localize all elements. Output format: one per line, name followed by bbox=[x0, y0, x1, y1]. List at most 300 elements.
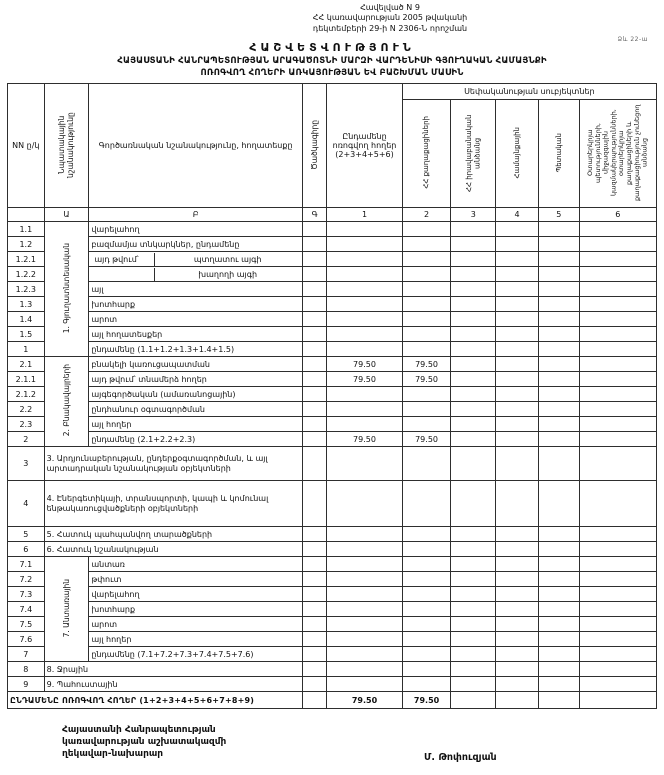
value-cell-total bbox=[327, 587, 402, 602]
value-cell-code bbox=[302, 387, 326, 402]
letter-cell-1: 1 bbox=[327, 208, 402, 222]
value-cell-code bbox=[302, 617, 326, 632]
value-cell-state bbox=[538, 447, 579, 481]
row-label-cell: այլ հողեր bbox=[89, 632, 303, 647]
table-row bbox=[8, 402, 657, 417]
grand-total-legal-cell bbox=[451, 692, 496, 709]
value-cell-citizens bbox=[402, 267, 451, 282]
row-number-cell: 2.2 bbox=[8, 402, 45, 417]
value-cell-code bbox=[302, 432, 326, 447]
row-number-cell: 2.1.2 bbox=[8, 387, 45, 402]
value-cell-state bbox=[538, 387, 579, 402]
value-cell-community bbox=[496, 312, 539, 327]
value-cell-state bbox=[538, 417, 579, 432]
row-number-cell: 1.4 bbox=[8, 312, 45, 327]
value-cell-citizens bbox=[402, 387, 451, 402]
row-number-cell: 1 bbox=[8, 342, 45, 357]
row-label-cell: բնակելի կառուցապատման bbox=[89, 357, 303, 372]
table-row bbox=[8, 572, 657, 587]
value-cell-legal bbox=[451, 267, 496, 282]
table-row bbox=[8, 542, 657, 557]
section-label-cell bbox=[44, 557, 89, 662]
row-label: պտղատու այգի bbox=[193, 254, 262, 264]
value-cell-citizens bbox=[402, 677, 451, 692]
value-cell-community bbox=[496, 572, 539, 587]
value-cell-total bbox=[327, 677, 402, 692]
row-number-cell: 1.3 bbox=[8, 297, 45, 312]
table-row bbox=[8, 267, 657, 282]
value-cell-total bbox=[327, 417, 402, 432]
row-number-cell: 7.3 bbox=[8, 587, 45, 602]
value-cell-foreign bbox=[579, 557, 656, 572]
section-label: 2. Բնակավայրերի bbox=[61, 364, 71, 437]
header-owner-state-cell bbox=[538, 100, 579, 208]
value-cell-foreign bbox=[579, 662, 656, 677]
row-label-cell: այլ bbox=[89, 282, 303, 297]
value-cell-citizens bbox=[402, 222, 451, 237]
value-cell-state bbox=[538, 632, 579, 647]
table-row bbox=[8, 357, 657, 372]
value-cell-community bbox=[496, 632, 539, 647]
row-number-cell: 2 bbox=[8, 432, 45, 447]
value-cell-community bbox=[496, 542, 539, 557]
row-label-cell: 8. Ջրային bbox=[44, 662, 302, 677]
signatory-office-line3: ղեկավար-նախարար bbox=[62, 749, 164, 760]
value-cell-legal bbox=[451, 527, 496, 542]
row-number-cell: 8 bbox=[8, 662, 45, 677]
value-cell-code bbox=[302, 572, 326, 587]
section-label: 1. Գյուղատնտեսական bbox=[61, 242, 71, 334]
value-cell-citizens bbox=[402, 342, 451, 357]
header-owner-citizens-cell bbox=[402, 100, 451, 208]
value-cell-foreign bbox=[579, 617, 656, 632]
row-number-cell: 1.2.1 bbox=[8, 252, 45, 267]
section-label-cell bbox=[44, 222, 89, 357]
value-cell-state bbox=[538, 602, 579, 617]
value-cell-legal bbox=[451, 372, 496, 387]
value-cell-total bbox=[327, 297, 402, 312]
value-cell-code bbox=[302, 602, 326, 617]
row-label-cell: խոտհարք bbox=[89, 602, 303, 617]
row-number-cell: 7.5 bbox=[8, 617, 45, 632]
value-cell-state bbox=[538, 587, 579, 602]
row-label-cell: ընդամենը (2.1+2.2+2.3) bbox=[89, 432, 303, 447]
value-cell-code bbox=[302, 237, 326, 252]
value-cell-code bbox=[302, 267, 326, 282]
value-cell-state bbox=[538, 677, 579, 692]
value-cell-code bbox=[302, 357, 326, 372]
row-label-cell: ընդամենը (7.1+7.2+7.3+7.4+7.5+7.6) bbox=[89, 647, 303, 662]
row-label-cell: վարելահող bbox=[89, 587, 303, 602]
letter-cell-a: Ա bbox=[44, 208, 89, 222]
table-row bbox=[8, 617, 657, 632]
value-cell-state bbox=[538, 267, 579, 282]
header-functional-cell: Գործառնական նշանակությունը, հողատեսքը bbox=[89, 84, 303, 208]
row-label-cell: 5. Հատուկ պահպանվող տարածքների bbox=[44, 527, 302, 542]
row-label-cell: այլ հողեր bbox=[89, 417, 303, 432]
header-nn-cell: NN ը/կ bbox=[8, 84, 45, 208]
value-cell-foreign bbox=[579, 417, 656, 432]
value-cell-code bbox=[302, 677, 326, 692]
row-label-prefix bbox=[91, 268, 155, 281]
value-cell-state bbox=[538, 372, 579, 387]
value-cell-foreign bbox=[579, 237, 656, 252]
value-cell-state bbox=[538, 527, 579, 542]
row-label: խաղողի այգի bbox=[198, 269, 258, 279]
signatory-office-line1: Հայաստանի Հանրապետության bbox=[62, 725, 216, 735]
value-cell-foreign bbox=[579, 252, 656, 267]
row-label-cell: այգեգործական (ամառանոցային) bbox=[89, 387, 303, 402]
value-cell-foreign bbox=[579, 222, 656, 237]
report-title-line2: ՈՌՈԳՎՈՂ ՀՈՂԵՐԻ ԱՌԿԱՅՈՒԹՅԱՆ ԵՎ ԲԱՇԽՄԱՆ ՄԱՍԻՆ bbox=[200, 68, 464, 79]
value-cell-state bbox=[538, 282, 579, 297]
grand-total-code-cell bbox=[302, 692, 326, 709]
value-cell-foreign bbox=[579, 527, 656, 542]
table-row bbox=[8, 327, 657, 342]
value-cell-legal bbox=[451, 342, 496, 357]
value-cell-state bbox=[538, 327, 579, 342]
table-row bbox=[8, 557, 657, 572]
value-cell-citizens bbox=[402, 327, 451, 342]
value-cell-community bbox=[496, 527, 539, 542]
value-cell-legal bbox=[451, 617, 496, 632]
header-code-label: Ծածկագիրը bbox=[310, 119, 320, 170]
value-cell-community bbox=[496, 327, 539, 342]
grand-total-citizens-cell: 79.50 bbox=[402, 692, 451, 709]
value-cell-state bbox=[538, 252, 579, 267]
value-cell-total bbox=[327, 542, 402, 557]
grand-total-label-cell: ԸՆԴԱՄԵՆԸ ՈՌՈԳՎՈՂ ՀՈՂԵՐ (1+2+3+4+5+6+7+8+9) bbox=[8, 692, 303, 709]
header-owner-legal-entities-cell bbox=[451, 100, 496, 208]
value-cell-legal bbox=[451, 222, 496, 237]
section-label-cell bbox=[44, 357, 89, 447]
value-cell-citizens bbox=[402, 312, 451, 327]
value-cell-citizens bbox=[402, 481, 451, 527]
value-cell-foreign bbox=[579, 402, 656, 417]
row-number-cell: 7.6 bbox=[8, 632, 45, 647]
value-cell-legal bbox=[451, 572, 496, 587]
value-cell-total bbox=[327, 387, 402, 402]
row-number-cell: 9 bbox=[8, 677, 45, 692]
value-cell-code bbox=[302, 222, 326, 237]
value-cell-total bbox=[327, 402, 402, 417]
value-cell-state bbox=[538, 542, 579, 557]
value-cell-citizens bbox=[402, 252, 451, 267]
value-cell-community bbox=[496, 297, 539, 312]
value-cell-state bbox=[538, 432, 579, 447]
value-cell-foreign bbox=[579, 632, 656, 647]
row-number-cell: 7 bbox=[8, 647, 45, 662]
value-cell-total: 79.50 bbox=[327, 372, 402, 387]
value-cell-community bbox=[496, 372, 539, 387]
value-cell-total bbox=[327, 527, 402, 542]
table-row bbox=[8, 342, 657, 357]
value-cell-community bbox=[496, 417, 539, 432]
value-cell-state bbox=[538, 312, 579, 327]
value-cell-code bbox=[302, 312, 326, 327]
grand-total-community-cell bbox=[496, 692, 539, 709]
table-row bbox=[8, 587, 657, 602]
value-cell-citizens bbox=[402, 602, 451, 617]
value-cell-code bbox=[302, 587, 326, 602]
row-label-cell: 4. Էներգետիկայի, տրանսպորտի, կապի և կոմունալ ենթակառուցվածքների օբյեկտների bbox=[44, 481, 302, 527]
value-cell-foreign bbox=[579, 297, 656, 312]
value-cell-community bbox=[496, 662, 539, 677]
row-label-cell: 9. Պահուստային bbox=[44, 677, 302, 692]
table-row bbox=[8, 647, 657, 662]
appendix-title: Հավելված N 9 bbox=[360, 3, 420, 12]
value-cell-community bbox=[496, 647, 539, 662]
value-cell-total bbox=[327, 632, 402, 647]
row-number-cell: 2.3 bbox=[8, 417, 45, 432]
value-cell-total bbox=[327, 327, 402, 342]
header-owner-community-label: Համայնքային bbox=[512, 126, 521, 179]
value-cell-community bbox=[496, 252, 539, 267]
header-purpose-cell bbox=[44, 84, 89, 208]
row-number-cell: 1.5 bbox=[8, 327, 45, 342]
value-cell-total: 79.50 bbox=[327, 357, 402, 372]
value-cell-legal bbox=[451, 432, 496, 447]
value-cell-legal bbox=[451, 417, 496, 432]
form-number: Ձև 22-ա bbox=[617, 36, 648, 43]
value-cell-code bbox=[302, 481, 326, 527]
table-row bbox=[8, 432, 657, 447]
header-owner-foreign-label: Օտարերկրյա պետությունների, միջազգային կազմակերպությունների, օտարերկրյա քաղաքացիների և քաղաքացիություն չունեցող անձանց bbox=[585, 104, 649, 201]
table-row bbox=[8, 481, 657, 527]
row-number-cell: 6 bbox=[8, 542, 45, 557]
header-owner-citizens-label: ՀՀ քաղաքացիների bbox=[422, 116, 431, 189]
row-number-cell: 1.2.2 bbox=[8, 267, 45, 282]
value-cell-total bbox=[327, 312, 402, 327]
signatory-office bbox=[62, 724, 226, 760]
split-label-wrap bbox=[91, 253, 300, 266]
row-label-cell: 3. Արդյունաբերության, ընդերքօգտագործման, և այլ արտադրական նշանակության օբյեկտների bbox=[44, 447, 302, 481]
irrigated-lands-table bbox=[7, 83, 657, 709]
row-number-cell: 7.1 bbox=[8, 557, 45, 572]
table-row bbox=[8, 222, 657, 237]
table-row bbox=[8, 252, 657, 267]
value-cell-citizens bbox=[402, 557, 451, 572]
value-cell-legal bbox=[451, 602, 496, 617]
value-cell-legal bbox=[451, 542, 496, 557]
value-cell-citizens bbox=[402, 542, 451, 557]
appendix-block bbox=[150, 3, 630, 34]
value-cell-total bbox=[327, 662, 402, 677]
signatory-name: Մ. Թոփուզյան bbox=[424, 752, 497, 763]
table-row bbox=[8, 372, 657, 387]
value-cell-foreign bbox=[579, 312, 656, 327]
row-number-cell: 7.2 bbox=[8, 572, 45, 587]
value-cell-citizens bbox=[402, 662, 451, 677]
letter-cell-g: Գ bbox=[302, 208, 326, 222]
letter-cell-2: 2 bbox=[402, 208, 451, 222]
row-label-cell: ընդհանուր օգտագործման bbox=[89, 402, 303, 417]
row-number-cell: 2.1.1 bbox=[8, 372, 45, 387]
value-cell-community bbox=[496, 432, 539, 447]
header-row-top bbox=[8, 84, 657, 100]
header-total-cell: Ընդամենը ոռոգվող հողեր (2+3+4+5+6) bbox=[327, 84, 402, 208]
value-cell-total bbox=[327, 647, 402, 662]
value-cell-citizens: 79.50 bbox=[402, 357, 451, 372]
row-label-cell bbox=[89, 252, 303, 267]
row-label-cell: 6. Հատուկ նշանակության bbox=[44, 542, 302, 557]
column-letters-row bbox=[8, 208, 657, 222]
value-cell-community bbox=[496, 357, 539, 372]
value-cell-citizens bbox=[402, 617, 451, 632]
value-cell-citizens: 79.50 bbox=[402, 432, 451, 447]
value-cell-code bbox=[302, 327, 326, 342]
row-label-cell: արոտ bbox=[89, 312, 303, 327]
value-cell-community bbox=[496, 237, 539, 252]
value-cell-code bbox=[302, 282, 326, 297]
value-cell-total bbox=[327, 617, 402, 632]
value-cell-foreign bbox=[579, 587, 656, 602]
value-cell-community bbox=[496, 402, 539, 417]
value-cell-citizens bbox=[402, 587, 451, 602]
value-cell-community bbox=[496, 557, 539, 572]
grand-total-total-cell: 79.50 bbox=[327, 692, 402, 709]
table-body bbox=[8, 222, 657, 692]
letter-cell-b: Բ bbox=[89, 208, 303, 222]
report-title-line1: ՀԱՅԱՍՏԱՆԻ ՀԱՆՐԱՊԵՏՈՒԹՅԱՆ ԱՐԱԳԱԾՈՏՆԻ ՄԱՐԶԻ ՎԱՐԴԵՆԻՍԻ ԳՅՈՒՂԱԿԱՆ ՀԱՄԱՅՆՔԻ bbox=[117, 56, 547, 67]
value-cell-community bbox=[496, 222, 539, 237]
row-label-cell: արոտ bbox=[89, 617, 303, 632]
value-cell-state bbox=[538, 342, 579, 357]
row-label-prefix: այդ թվում՝ bbox=[91, 253, 155, 266]
letter-cell-5: 5 bbox=[538, 208, 579, 222]
appendix-decree-line2: դեկտեմբերի 29-ի N 2306-Ն որոշման bbox=[312, 23, 468, 33]
value-cell-total bbox=[327, 267, 402, 282]
letter-cell-6: 6 bbox=[579, 208, 656, 222]
value-cell-foreign bbox=[579, 542, 656, 557]
table-row bbox=[8, 662, 657, 677]
value-cell-code bbox=[302, 632, 326, 647]
value-cell-community bbox=[496, 677, 539, 692]
grand-total-state-cell bbox=[538, 692, 579, 709]
value-cell-legal bbox=[451, 632, 496, 647]
table-row bbox=[8, 527, 657, 542]
value-cell-citizens bbox=[402, 447, 451, 481]
row-label-cell: այդ թվում՝ տնամերձ հողեր bbox=[89, 372, 303, 387]
value-cell-total: 79.50 bbox=[327, 432, 402, 447]
value-cell-foreign bbox=[579, 432, 656, 447]
value-cell-total bbox=[327, 282, 402, 297]
section-label: 7. Անտառային bbox=[61, 578, 71, 638]
table-row bbox=[8, 282, 657, 297]
row-number-cell: 4 bbox=[8, 481, 45, 527]
value-cell-citizens bbox=[402, 282, 451, 297]
row-label-cell bbox=[89, 267, 303, 282]
value-cell-citizens bbox=[402, 647, 451, 662]
value-cell-total bbox=[327, 557, 402, 572]
header-ownership-group-cell: Սեփականության սուբյեկտներ bbox=[402, 84, 656, 100]
value-cell-legal bbox=[451, 357, 496, 372]
table-row bbox=[8, 387, 657, 402]
table-row bbox=[8, 677, 657, 692]
row-number-cell: 1.2.3 bbox=[8, 282, 45, 297]
value-cell-legal bbox=[451, 327, 496, 342]
value-cell-state bbox=[538, 357, 579, 372]
value-cell-total bbox=[327, 572, 402, 587]
header-owner-community-cell bbox=[496, 100, 539, 208]
appendix-decree-line1: ՀՀ կառավարության 2005 թվականի bbox=[312, 13, 468, 23]
value-cell-code bbox=[302, 252, 326, 267]
value-cell-state bbox=[538, 237, 579, 252]
value-cell-foreign bbox=[579, 372, 656, 387]
value-cell-community bbox=[496, 342, 539, 357]
letter-cell-3: 3 bbox=[451, 208, 496, 222]
value-cell-total bbox=[327, 342, 402, 357]
value-cell-code bbox=[302, 402, 326, 417]
value-cell-total bbox=[327, 447, 402, 481]
value-cell-total bbox=[327, 237, 402, 252]
row-label-cell: խոտհարք bbox=[89, 297, 303, 312]
report-heading: ՀԱՇՎԵՏՎՈՒԹՅՈՒՆ bbox=[249, 41, 415, 55]
value-cell-citizens bbox=[402, 572, 451, 587]
value-cell-total bbox=[327, 602, 402, 617]
value-cell-foreign bbox=[579, 387, 656, 402]
header-code-cell bbox=[302, 84, 326, 208]
row-label-cell: բազմամյա տնկարկներ, ընդամենը bbox=[89, 237, 303, 252]
table-row bbox=[8, 312, 657, 327]
value-cell-code bbox=[302, 647, 326, 662]
grand-total-foreign-cell bbox=[579, 692, 656, 709]
table-row bbox=[8, 632, 657, 647]
table-row bbox=[8, 297, 657, 312]
row-number-cell: 3 bbox=[8, 447, 45, 481]
header-owner-state-label: Պետական bbox=[554, 132, 563, 173]
table-row bbox=[8, 602, 657, 617]
row-number-cell: 2.1 bbox=[8, 357, 45, 372]
value-cell-legal bbox=[451, 237, 496, 252]
value-cell-legal bbox=[451, 557, 496, 572]
value-cell-legal bbox=[451, 677, 496, 692]
value-cell-legal bbox=[451, 587, 496, 602]
value-cell-community bbox=[496, 267, 539, 282]
value-cell-state bbox=[538, 481, 579, 527]
value-cell-code bbox=[302, 542, 326, 557]
value-cell-legal bbox=[451, 402, 496, 417]
value-cell-state bbox=[538, 402, 579, 417]
letter-cell-nn bbox=[8, 208, 45, 222]
row-label-cell: վարելահող bbox=[89, 222, 303, 237]
table-row bbox=[8, 237, 657, 252]
header-owner-foreign-cell bbox=[579, 100, 656, 208]
table-row bbox=[8, 447, 657, 481]
row-label-cell: անտառ bbox=[89, 557, 303, 572]
value-cell-foreign bbox=[579, 572, 656, 587]
row-number-cell: 1.1 bbox=[8, 222, 45, 237]
table-row bbox=[8, 417, 657, 432]
value-cell-citizens bbox=[402, 297, 451, 312]
value-cell-citizens bbox=[402, 417, 451, 432]
header-owner-legal-entities-label: ՀՀ իրավաբանական անձանց bbox=[464, 113, 482, 192]
value-cell-state bbox=[538, 297, 579, 312]
value-cell-state bbox=[538, 572, 579, 587]
letter-cell-4: 4 bbox=[496, 208, 539, 222]
value-cell-community bbox=[496, 602, 539, 617]
row-number-cell: 5 bbox=[8, 527, 45, 542]
table-footer-body bbox=[8, 692, 657, 709]
value-cell-foreign bbox=[579, 647, 656, 662]
value-cell-foreign bbox=[579, 602, 656, 617]
value-cell-legal bbox=[451, 312, 496, 327]
value-cell-community bbox=[496, 617, 539, 632]
value-cell-state bbox=[538, 222, 579, 237]
value-cell-community bbox=[496, 587, 539, 602]
split-label-wrap bbox=[91, 268, 300, 281]
value-cell-foreign bbox=[579, 677, 656, 692]
